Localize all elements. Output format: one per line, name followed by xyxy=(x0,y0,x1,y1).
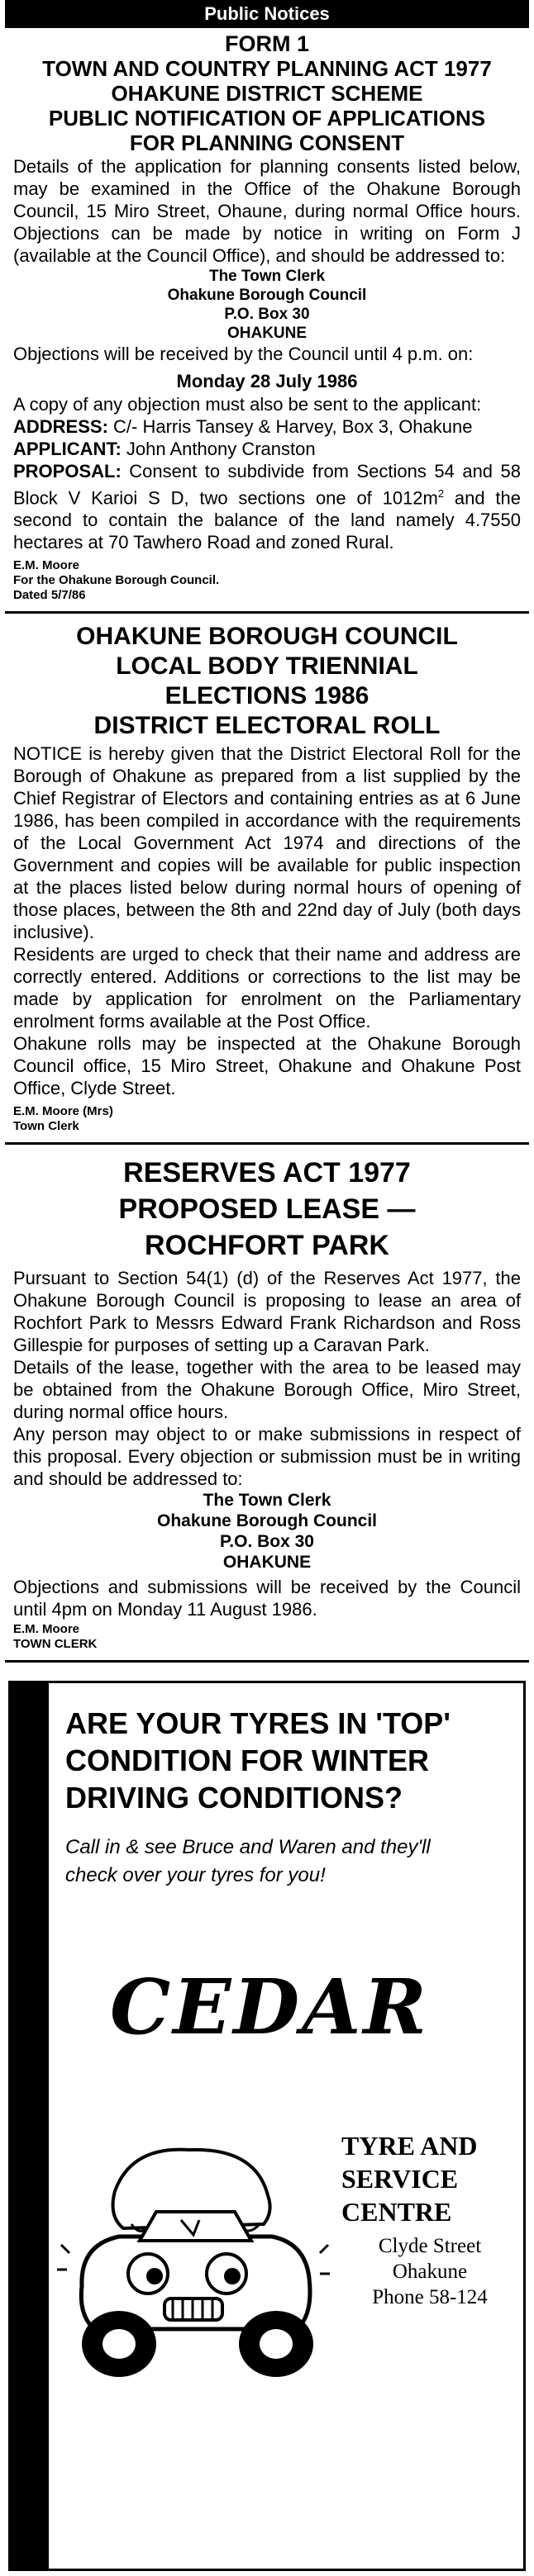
notice2-signature-title: Town Clerk xyxy=(13,1119,79,1134)
notice-reserves-act xyxy=(5,1145,529,1660)
ad-dark-sidebar xyxy=(11,1683,49,2569)
notice3-address-line: Ohakune Borough Council xyxy=(157,1511,377,1531)
applicant-label: APPLICANT: xyxy=(13,439,122,459)
notice-form-1 xyxy=(5,28,529,611)
notice2-title-council: OHAKUNE BOROUGH COUNCIL xyxy=(76,623,458,651)
notice1-deadline-date: Monday 28 July 1986 xyxy=(176,371,358,391)
notice1-intro-paragraph: Details of the application for planning consents listed below, may be examined in the Office of the Ohakune Borough Council, 15 Miro Street, Ohaune, during normal Office hours. Objections can be made by notice in writing on Form J (available at the Council Office), and should be addressed to: xyxy=(13,156,521,266)
proposal-label: PROPOSAL: xyxy=(13,461,122,482)
proposal-value: Consent to subdivide from Sections 54 and 58 Block V Karioi S D, two sections one of 1012m xyxy=(13,461,521,509)
notice3-title-park: ROCHFORT PARK xyxy=(145,1230,389,1262)
notice1-signature-date: Dated 5/7/86 xyxy=(13,588,86,603)
notice1-proposal-field xyxy=(13,460,521,553)
notice1-title-form: FORM 1 xyxy=(224,31,309,56)
applicant-value: John Anthony Cranston xyxy=(121,439,316,459)
notice1-address-line: OHAKUNE xyxy=(226,325,308,342)
notice1-deadline-paragraph: Objections will be received by the Council until 4 p.m. on: xyxy=(13,344,474,364)
ad-headline-line: DRIVING CONDITIONS? xyxy=(65,1781,403,1815)
ad-centre-line: TYRE AND xyxy=(341,2131,478,2161)
cartoon-car-icon xyxy=(57,2113,330,2385)
notice2-title-triennial: LOCAL BODY TRIENNIAL xyxy=(116,652,418,681)
public-notices-header xyxy=(5,0,529,28)
notice3-paragraph-objections: Any person may object to or make submissions in respect of this proposal. Every objection or submission must be in writing and should be addressed to: xyxy=(13,1424,521,1490)
notice1-address-line: P.O. Box 30 xyxy=(224,306,310,323)
notice1-signature-name: E.M. Moore xyxy=(13,558,80,573)
notice-divider xyxy=(5,1660,529,1663)
notice1-address-field xyxy=(13,415,521,438)
notice1-title-act: TOWN AND COUNTRY PLANNING ACT 1977 xyxy=(42,56,492,81)
ad-centre-name xyxy=(341,2129,477,2228)
notice3-paragraph-deadline: Objections and submissions will be received by the Council until 4pm on Monday 11 August 1986. xyxy=(13,1577,521,1620)
ad-subheadline-line: check over your tyres for you! xyxy=(65,1864,326,1887)
ad-headline xyxy=(65,1705,512,1816)
notice3-title-lease: PROPOSED LEASE — xyxy=(118,1193,416,1226)
address-value: C/- Harris Tansey & Harvey, Box 3, Ohakune xyxy=(107,416,473,437)
notice1-copy-paragraph: A copy of any objection must also be sent to the applicant: xyxy=(13,394,482,415)
notice1-applicant-field xyxy=(13,438,521,460)
ad-centre-line: SERVICE xyxy=(341,2164,459,2194)
notice1-title-scheme: OHAKUNE DISTRICT SCHEME xyxy=(111,81,423,106)
notice3-address-line: P.O. Box 30 xyxy=(219,1532,314,1552)
ad-street: Clyde Street xyxy=(378,2235,482,2258)
ad-headline-line: CONDITION FOR WINTER xyxy=(65,1743,429,1778)
notice1-address-line: The Town Clerk xyxy=(208,268,326,285)
notice3-signature-name: E.M. Moore xyxy=(13,1622,80,1637)
notice-electoral-roll xyxy=(5,614,529,1142)
notice2-signature-name: E.M. Moore (Mrs) xyxy=(13,1104,113,1119)
ad-centre-line: CENTRE xyxy=(341,2197,452,2227)
notice2-title-elections: ELECTIONS 1986 xyxy=(164,682,370,710)
cedar-tyre-advertisement xyxy=(8,1681,526,2571)
ad-subheadline xyxy=(65,1834,512,1890)
ad-contact-block xyxy=(351,2233,508,2310)
notice1-address-line: Ohakune Borough Council xyxy=(167,287,367,304)
ad-phone: Phone 58-124 xyxy=(372,2286,488,2309)
ad-subheadline-line: Call in & see Bruce and Waren and they'll xyxy=(65,1836,431,1859)
notice3-address-line: OHAKUNE xyxy=(222,1553,312,1573)
proposal-value-cont: and the second to contain the balance of the land namely 4.7550 hectares at 70 Tawhero Road and zoned Rural. xyxy=(13,487,522,553)
notice3-title-act: RESERVES ACT 1977 xyxy=(123,1157,411,1189)
ad-headline-line: ARE YOUR TYRES IN 'TOP' xyxy=(65,1706,451,1741)
notice3-signature-title: TOWN CLERK xyxy=(13,1637,98,1652)
section-title: Public Notices xyxy=(204,3,330,24)
ad-town: Ohakune xyxy=(392,2261,468,2284)
notice1-title-public: PUBLIC NOTIFICATION OF APPLICATIONS xyxy=(48,106,486,130)
notice2-paragraph-residents: Residents are urged to check that their name and address are correctly entered. Additions or corrections to the list may be made by application for enrolment on the Parliamentary enrolment forms available at the Post Office. xyxy=(13,944,521,1032)
notice2-paragraph-inspect: Ohakune rolls may be inspected at the Ohakune Borough Council office, 15 Miro Street, Ohakune and Ohakune Post Office, Clyde Street. xyxy=(13,1033,521,1099)
notice2-paragraph-main: NOTICE is hereby given that the District Electoral Roll for the Borough of Ohakune as prepared from a list supplied by the Chief Registrar of Electors and containing entries as at 6 June 1986, has been compiled in accordance with the requirements of the Local Government Act 1974 and directions of the Government and copies will be available for public inspection at the places listed below during normal hours of opening of those places, between the 8th and 22nd day of July (both days inclusive). xyxy=(13,743,521,943)
address-label: ADDRESS: xyxy=(13,416,108,437)
notice3-paragraph-details: Details of the lease, together with the area to be leased may be obtained from the Ohakune Borough Office, Miro Street, during normal office hours. xyxy=(13,1357,521,1423)
proposal-superscript: 2 xyxy=(437,487,445,500)
notice3-address-line: The Town Clerk xyxy=(203,1491,331,1511)
notice1-signature-org: For the Ohakune Borough Council. xyxy=(13,573,220,588)
notice1-title-consent: FOR PLANNING CONSENT xyxy=(129,130,405,155)
cedar-logo: CEDAR xyxy=(110,1962,429,2052)
notice2-title-roll: DISTRICT ELECTORAL ROLL xyxy=(93,712,441,740)
notice3-paragraph-pursuant: Pursuant to Section 54(1) (d) of the Reserves Act 1977, the Ohakune Borough Council is proposing to lease an area of Rochfort Park to Messrs Edward Frank Richardson and Ross Gillespie for purposes of setting up a Caravan Park. xyxy=(13,1268,521,1356)
